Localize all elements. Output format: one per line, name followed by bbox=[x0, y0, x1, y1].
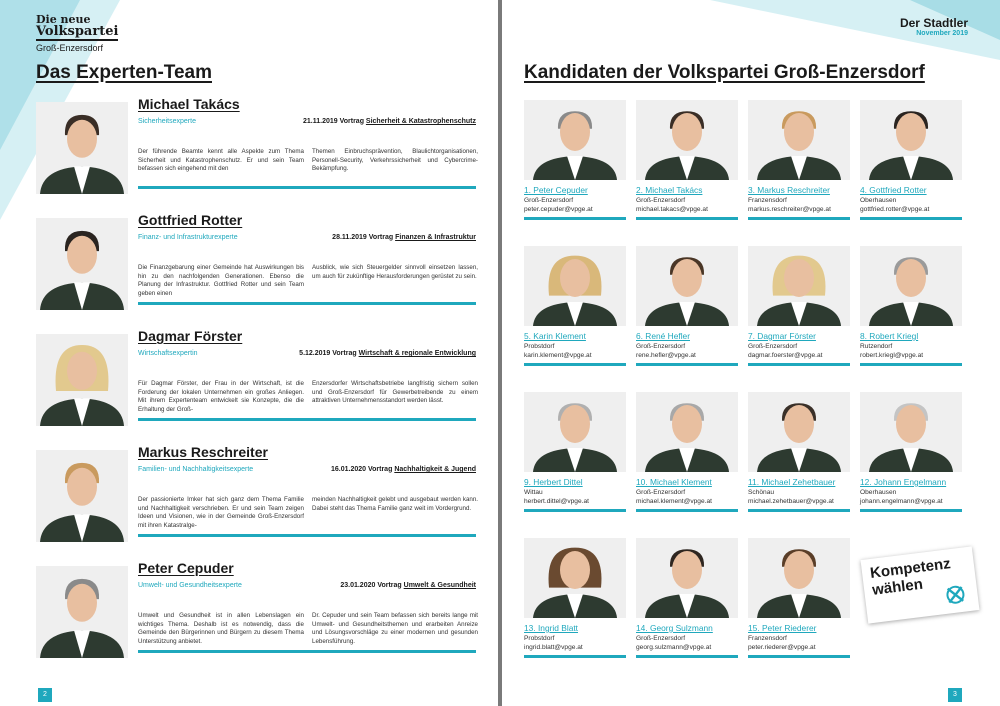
expert-photo bbox=[36, 102, 128, 194]
expert-text-col2: Enzersdorfer Wirtschaftsbetriebe langfristig sichern sollen und Groß-Enzersdorf für Gewerbetreibende zu einem attraktiven Unternehmensstandort werden lässt. bbox=[312, 380, 478, 405]
candidate-name: 10. Michael Klement bbox=[636, 477, 712, 487]
candidate-photo bbox=[636, 392, 738, 472]
candidate-name: 14. Georg Sulzmann bbox=[636, 623, 713, 633]
candidate-card bbox=[636, 538, 738, 673]
candidate-card bbox=[524, 392, 626, 527]
candidate-photo bbox=[860, 100, 962, 180]
event-date: 28.11.2019 Vortrag bbox=[332, 234, 394, 241]
candidate-name: 15. Peter Riederer bbox=[748, 623, 817, 633]
candidate-name: 13. Ingrid Blatt bbox=[524, 623, 579, 633]
candidate-divider bbox=[860, 363, 962, 366]
candidate-email[interactable]: michael.takacs@vpge.at bbox=[636, 206, 708, 213]
expert-name: Markus Reschreiter bbox=[138, 444, 268, 460]
candidate-email[interactable]: herbert.dittel@vpge.at bbox=[524, 498, 589, 505]
candidate-card bbox=[524, 100, 626, 235]
candidate-divider bbox=[524, 217, 626, 220]
right-page bbox=[502, 0, 1000, 706]
candidate-email[interactable]: peter.riederer@vpge.at bbox=[748, 644, 816, 651]
candidate-divider bbox=[524, 655, 626, 658]
candidate-place: Groß-Enzersdorf bbox=[636, 635, 686, 642]
candidate-divider bbox=[636, 217, 738, 220]
ballot-cross-icon bbox=[944, 584, 966, 606]
expert-divider bbox=[138, 186, 476, 189]
candidate-place: Schönau bbox=[748, 489, 775, 496]
candidate-card bbox=[524, 538, 626, 673]
event-date: 21.11.2019 Vortrag bbox=[303, 118, 364, 125]
logo-line-2: Volkspartei bbox=[36, 24, 119, 39]
candidate-name: 9. Herbert Dittel bbox=[524, 477, 583, 487]
candidate-place: Rutzendorf bbox=[860, 343, 893, 350]
publication-header bbox=[900, 16, 968, 37]
candidate-photo bbox=[524, 100, 626, 180]
event-topic: Nachhaltigkeit & Jugend bbox=[394, 466, 476, 473]
candidate-name: 11. Michael Zehetbauer bbox=[748, 477, 836, 487]
party-logo bbox=[36, 14, 118, 53]
publication-title: Der Stadtler bbox=[899, 16, 968, 30]
candidate-place: Oberhausen bbox=[860, 489, 897, 496]
event-date: 5.12.2019 Vortrag bbox=[299, 350, 357, 357]
expert-photo bbox=[36, 218, 128, 310]
expert-text-col1: Der passionierte Imker hat sich ganz dem Thema Familie und Nachhaltigkeit verschrieben. Er und sein Team zeigen Ideen und Visionen, wie in der Gemeinde Groß-Enzersdorf mit ihren Katastralge- bbox=[138, 496, 304, 529]
candidate-name: 12. Johann Engelmann bbox=[860, 477, 947, 487]
candidate-name: 6. René Hefler bbox=[636, 331, 690, 341]
candidate-name: 3. Markus Reschreiter bbox=[748, 185, 830, 195]
candidate-place: Groß-Enzersdorf bbox=[636, 489, 686, 496]
badge-line-2: wählen bbox=[871, 575, 924, 599]
candidate-name: 8. Robert Kriegl bbox=[860, 331, 919, 341]
event-topic: Finanzen & Infrastruktur bbox=[395, 234, 476, 241]
candidate-place: Franzensdorf bbox=[748, 635, 787, 642]
logo-line-3: Groß-Enzersdorf bbox=[36, 43, 104, 53]
expert-text-col2: Themen Einbruchsprävention, Blaulichtorganisationen, Personell-Security, Verkehrssicherheit und Cybercrime-Bekämpfung. bbox=[312, 148, 478, 173]
expert-name: Gottfried Rotter bbox=[138, 212, 243, 228]
candidate-card bbox=[636, 392, 738, 527]
candidate-name: 2. Michael Takács bbox=[636, 185, 703, 195]
candidate-email[interactable]: dagmar.foerster@vpge.at bbox=[748, 352, 823, 359]
candidate-place: Probstdorf bbox=[524, 635, 555, 642]
event-date: 16.01.2020 Vortrag bbox=[331, 466, 393, 473]
candidate-divider bbox=[524, 363, 626, 366]
expert-role: Umwelt- und Gesundheitsexperte bbox=[138, 582, 242, 589]
candidate-card bbox=[860, 392, 962, 527]
page-number-right: 3 bbox=[948, 688, 962, 702]
candidate-card bbox=[748, 392, 850, 527]
candidate-card bbox=[748, 538, 850, 673]
candidate-email[interactable]: robert.kriegl@vpge.at bbox=[860, 352, 924, 359]
expert-text-col2: meinden Nachhaltigkeit gelebt und ausgebaut werden kann. Dabei steht das Thema Familie ganz weit im Vordergrund. bbox=[312, 496, 478, 512]
expert-divider bbox=[138, 534, 476, 537]
logo-line-1: Die neue bbox=[36, 13, 91, 26]
expert-text-col1: Der führende Beamte kennt alle Aspekte zum Thema Sicherheit und Katastrophenschutz. Er und sein Team befassen sich eingehend mit den bbox=[138, 148, 304, 173]
expert-role: Sicherheitsexperte bbox=[138, 118, 196, 125]
expert-event bbox=[299, 350, 476, 357]
candidate-photo bbox=[636, 100, 738, 180]
candidate-email[interactable]: johann.engelmann@vpge.at bbox=[860, 498, 943, 505]
expert-text-col2: Dr. Cepuder und sein Team befassen sich bereits lange mit Umwelt- und Gesundheitsthemen und erarbeiten Anreize und Lösungsvorschläge zu einer modernen und gesunden Lebensführung. bbox=[312, 612, 478, 645]
candidate-divider bbox=[860, 217, 962, 220]
expert-role: Finanz- und Infrastrukturexperte bbox=[138, 234, 238, 241]
candidate-place: Franzensdorf bbox=[748, 197, 787, 204]
expert-text-col1: Umwelt und Gesundheit ist in allen Lebenslagen ein wichtiges Thema. Deshalb ist es notwendig, dass die Gemeinde den Bürgerinnen und Bürgern zu diesem Thema Unterstützung anbietet. bbox=[138, 612, 304, 645]
candidate-place: Groß-Enzersdorf bbox=[636, 197, 686, 204]
expert-text-col1: Für Dagmar Förster, der Frau in der Wirtschaft, ist die Forderung der lokalen Unternehmen ein großes Anliegen. Mit ihrem Expertenteam entwickelt sie Konzepte, die die Erhaltung der Groß- bbox=[138, 380, 304, 413]
candidate-divider bbox=[524, 509, 626, 512]
candidate-divider bbox=[748, 363, 850, 366]
candidate-divider bbox=[636, 509, 738, 512]
event-topic: Umwelt & Gesundheit bbox=[403, 582, 476, 589]
candidate-place: Groß-Enzersdorf bbox=[636, 343, 686, 350]
candidate-email[interactable]: rene.hefler@vpge.at bbox=[636, 352, 696, 359]
candidate-place: Oberhausen bbox=[860, 197, 897, 204]
candidate-card bbox=[636, 100, 738, 235]
candidate-email[interactable]: ingrid.blatt@vpge.at bbox=[524, 644, 583, 651]
candidate-place: Probstdorf bbox=[524, 343, 555, 350]
candidate-photo bbox=[524, 246, 626, 326]
candidate-email[interactable]: gottfried.rotter@vpge.at bbox=[860, 206, 930, 213]
candidate-email[interactable]: michael.zehetbauer@vpge.at bbox=[748, 498, 834, 505]
expert-divider bbox=[138, 302, 476, 305]
candidate-photo bbox=[636, 538, 738, 618]
candidate-name: 4. Gottfried Rotter bbox=[860, 185, 927, 195]
candidate-divider bbox=[636, 655, 738, 658]
expert-event bbox=[340, 582, 476, 589]
candidate-photo bbox=[748, 392, 850, 472]
candidate-photo bbox=[636, 246, 738, 326]
candidate-name: 5. Karin Klement bbox=[524, 331, 586, 341]
expert-event bbox=[332, 234, 476, 241]
candidate-card bbox=[636, 246, 738, 381]
expert-name: Michael Takács bbox=[138, 96, 240, 112]
candidate-photo bbox=[748, 538, 850, 618]
expert-divider bbox=[138, 418, 476, 421]
badge-line-1: Kompetenz bbox=[869, 555, 952, 582]
expert-entry bbox=[36, 212, 476, 324]
candidate-place: Groß-Enzersdorf bbox=[524, 197, 574, 204]
candidate-email[interactable]: michael.klement@vpge.at bbox=[636, 498, 712, 505]
expert-event bbox=[331, 466, 476, 473]
candidate-name: 7. Dagmar Förster bbox=[748, 331, 816, 341]
candidate-email[interactable]: peter.cepuder@vpge.at bbox=[524, 206, 593, 213]
candidate-email[interactable]: karin.klement@vpge.at bbox=[524, 352, 592, 359]
candidate-photo bbox=[748, 246, 850, 326]
event-topic: Sicherheit & Katastrophenschutz bbox=[365, 118, 476, 125]
expert-role: Familien- und Nachhaltigkeitsexperte bbox=[138, 466, 254, 473]
candidate-email[interactable]: georg.sulzmann@vpge.at bbox=[636, 644, 712, 651]
page-title-experts: Das Experten-Team bbox=[36, 62, 212, 83]
expert-entry bbox=[36, 328, 476, 440]
expert-text-col2: Ausblick, wie sich Steuergelder sinnvoll einsetzen lassen, um auch für zukünftige Herausforderungen gerüstet zu sein. bbox=[312, 264, 478, 280]
candidate-card bbox=[860, 246, 962, 381]
left-page bbox=[0, 0, 498, 706]
candidate-photo bbox=[524, 538, 626, 618]
candidate-card bbox=[748, 100, 850, 235]
page-title-candidates: Kandidaten der Volkspartei Groß-Enzersdorf bbox=[524, 62, 925, 83]
expert-entry bbox=[36, 444, 476, 556]
expert-role: Wirtschaftsexpertin bbox=[138, 350, 198, 357]
kompetenz-badge bbox=[861, 546, 980, 623]
page-number-left: 2 bbox=[38, 688, 52, 702]
candidate-photo bbox=[860, 246, 962, 326]
candidate-card bbox=[860, 100, 962, 235]
candidate-place: Wittau bbox=[524, 489, 543, 496]
expert-photo bbox=[36, 450, 128, 542]
candidate-divider bbox=[636, 363, 738, 366]
candidate-name: 1. Peter Cepuder bbox=[524, 185, 588, 195]
candidate-divider bbox=[860, 509, 962, 512]
candidate-divider bbox=[748, 217, 850, 220]
candidate-email[interactable]: markus.reschreiter@vpge.at bbox=[748, 206, 831, 213]
expert-entry bbox=[36, 560, 476, 672]
candidate-divider bbox=[748, 655, 850, 658]
expert-divider bbox=[138, 650, 476, 653]
expert-text-col1: Die Finanzgebarung einer Gemeinde hat Auswirkungen bis hin zu den nachfolgenden Generationen. Ebenso die Planung der Infrastruktur. Gottfried Rotter und sein Team geben einen bbox=[138, 264, 304, 297]
expert-photo bbox=[36, 334, 128, 426]
candidate-card bbox=[524, 246, 626, 381]
event-topic: Wirtschaft & regionale Entwicklung bbox=[358, 350, 476, 357]
event-date: 23.01.2020 Vortrag bbox=[340, 582, 402, 589]
publication-date: November 2019 bbox=[916, 30, 968, 37]
expert-name: Dagmar Förster bbox=[138, 328, 243, 344]
candidate-photo bbox=[748, 100, 850, 180]
candidate-photo bbox=[524, 392, 626, 472]
expert-photo bbox=[36, 566, 128, 658]
candidate-place: Groß-Enzersdorf bbox=[748, 343, 798, 350]
expert-entry bbox=[36, 96, 476, 208]
candidate-divider bbox=[748, 509, 850, 512]
expert-event bbox=[303, 118, 476, 125]
candidate-card bbox=[748, 246, 850, 381]
expert-name: Peter Cepuder bbox=[138, 560, 234, 576]
candidate-photo bbox=[860, 392, 962, 472]
